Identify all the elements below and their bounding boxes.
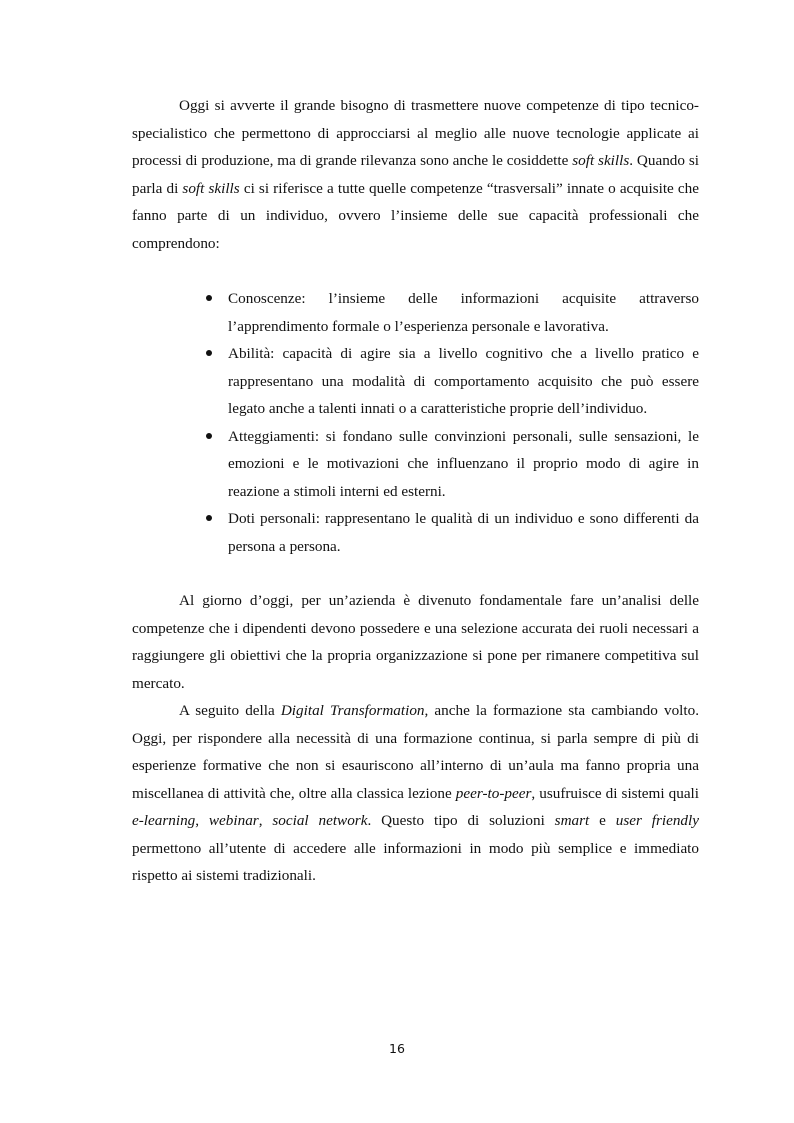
list-item: Abilità: capacità di agire sia a livello cognitivo che a livello pratico e rappresentano una modalità di comportamento acquisito che può essere legato anche a talenti innati o a caratteristiche proprie dell’individuo. [228,345,699,417]
digital-transformation-paragraph: A seguito della Digital Transformation, anche la formazione sta cambiando volto. Oggi, per rispondere alla necessità di una formazione continua, si parla sempre di più di esperienze formative che non si esauriscono all’interno di un’aula ma fanno propria una miscellanea di attività che, oltre alla classica lezione peer-to-peer, usufruisce di sistemi quali e-learning, webinar, social network. Questo tipo di soluzioni smart e user friendly permettono all’utente di accedere alle informazioni in modo più semplice e immediato rispetto ai sistemi tradizionali. [132,702,699,884]
soft-skills-list [132,285,699,560]
intro-paragraph: Oggi si avverte il grande bisogno di trasmettere nuove competenze di tipo tecnico-specialistico che permettono di approcciarsi al meglio alle nuove tecnologie applicate ai processi di produzione, ma di grande rilevanza sono anche le cosiddette soft skills. Quando si parla di soft skills ci si riferisce a tutte quelle competenze “trasversali” innate o acquisite che fanno parte di un individuo, ovvero l’insieme delle sue capacità professionali che comprendono: [132,97,699,252]
list-item: Atteggiamenti: si fondano sulle convinzioni personali, sulle sensazioni, le emozioni e le motivazioni che influenzano il proprio modo di agire in reazione a stimoli interni ed esterni. [228,427,699,500]
competence-paragraph: Al giorno d’oggi, per un’azienda è divenuto fondamentale fare un’analisi delle competenze che i dipendenti devono possedere e una selezione accurata dei ruoli necessari a raggiungere gli obiettivi che la propria organizzazione si pone per rimanere competitiva sul mercato. [132,592,699,692]
page-number: 16 [389,1041,405,1056]
list-item: Doti personali: rappresentano le qualità di un individuo e sono differenti da persona a persona. [228,510,699,555]
document-body [132,92,699,890]
list-item: Conoscenze: l’insieme delle informazioni acquisite attraverso l’apprendimento formale o l’esperienza personale e lavorativa. [228,290,699,335]
